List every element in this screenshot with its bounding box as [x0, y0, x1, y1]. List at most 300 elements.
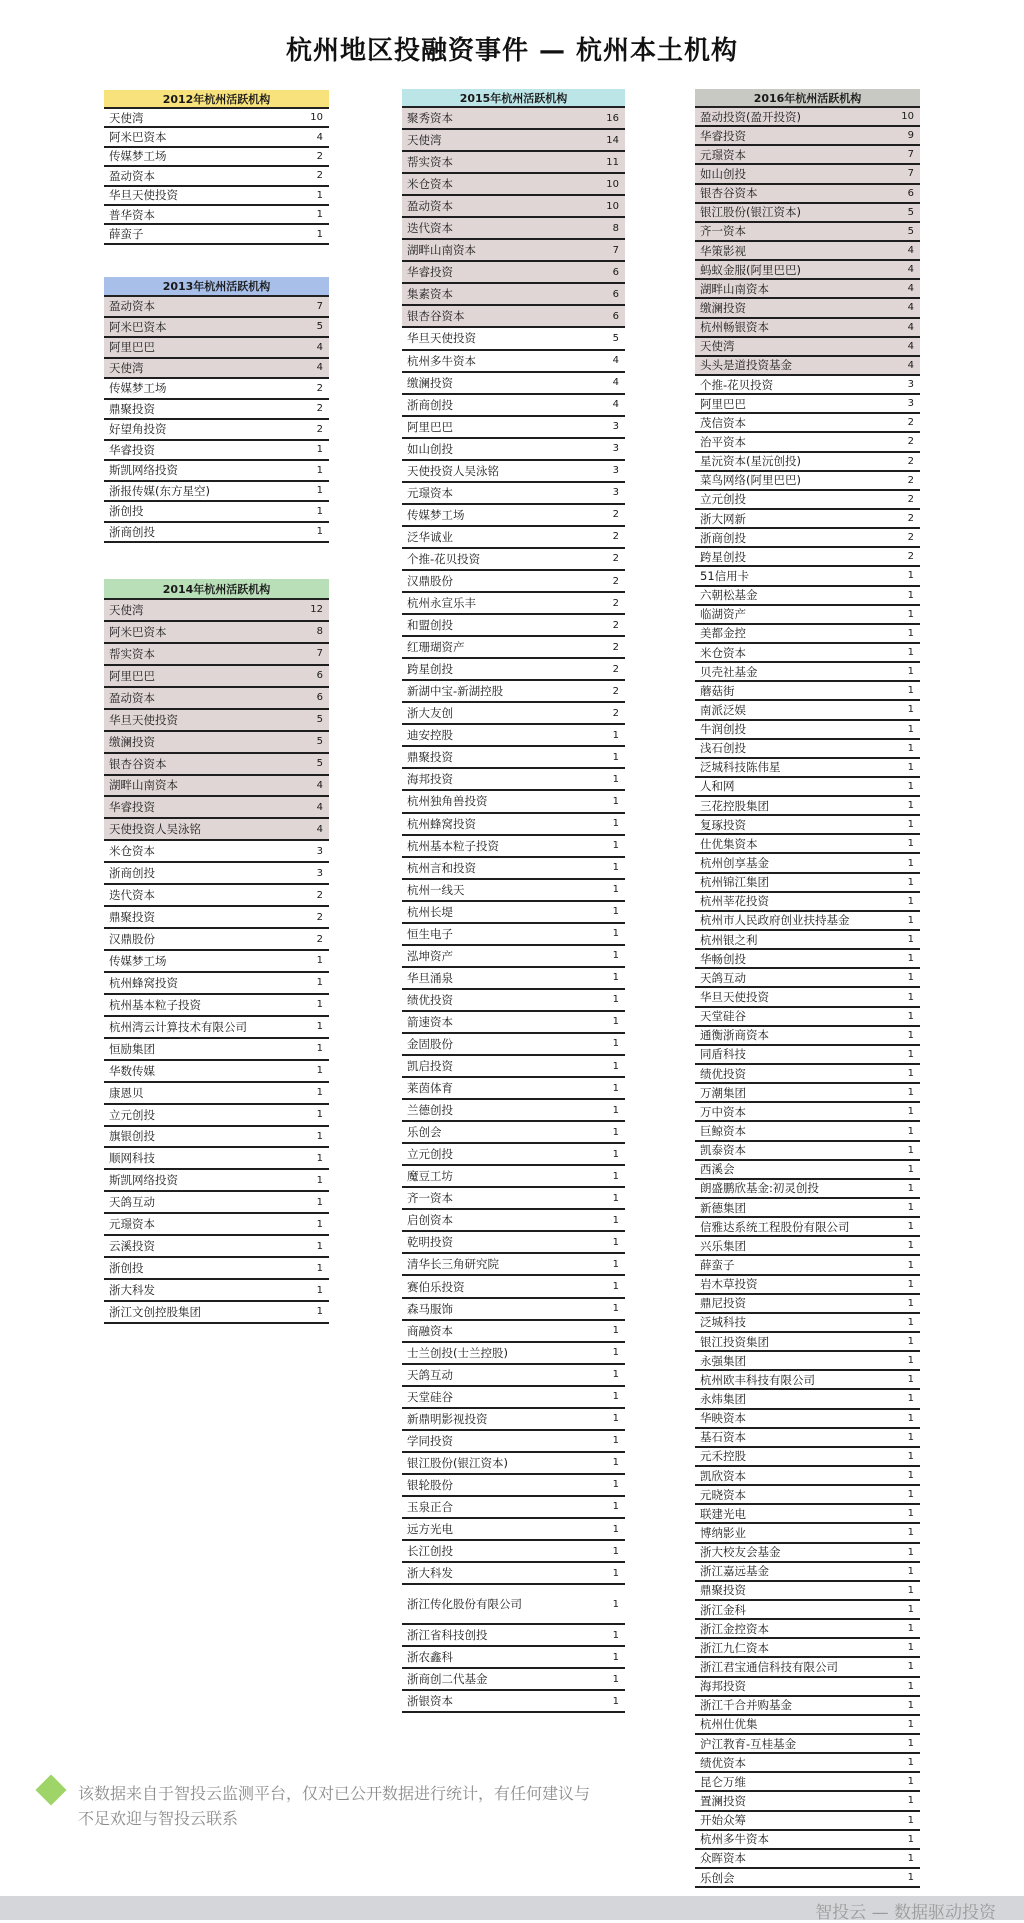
table-row [695, 1505, 920, 1524]
deal-count: 1 [612, 862, 619, 874]
institution-name: 众晖资本 [700, 1851, 746, 1866]
table-row [104, 482, 329, 503]
deal-count: 1 [907, 1450, 914, 1462]
deal-count: 2 [907, 513, 914, 525]
deal-count: 2 [907, 436, 914, 448]
deal-count: 2 [316, 423, 323, 435]
table-row [104, 502, 329, 523]
institution-name: 杭州多牛资本 [407, 353, 476, 368]
institution-name: 华旦天使投资 [109, 188, 178, 203]
deal-count: 1 [907, 1776, 914, 1788]
deal-count: 1 [907, 570, 914, 582]
institution-name: 天堂硅谷 [700, 1009, 746, 1024]
institution-name: 天使湾 [407, 133, 442, 148]
deal-count: 1 [612, 751, 619, 763]
table-row [402, 1100, 625, 1122]
table-row [402, 747, 625, 769]
deal-count: 4 [316, 823, 323, 835]
institution-name: 华旦涌泉 [407, 970, 453, 985]
deal-count: 1 [612, 1303, 619, 1315]
institution-name: 盈动资本 [109, 690, 155, 705]
deal-count: 7 [316, 300, 323, 312]
institution-name: 杭州蜂窝投资 [109, 975, 178, 990]
table-row [104, 1302, 329, 1324]
institution-name: 盈动资本 [407, 199, 453, 214]
table-row [695, 1869, 920, 1888]
deal-count: 5 [907, 206, 914, 218]
deal-count: 1 [612, 818, 619, 830]
institution-name: 启创资本 [407, 1213, 453, 1228]
table-row [695, 242, 920, 261]
table-row [104, 1148, 329, 1170]
institution-name: 开始众筹 [700, 1813, 746, 1828]
table-row [402, 1475, 625, 1497]
deal-count: 1 [907, 1316, 914, 1328]
institution-name: 鼎聚投资 [700, 1583, 746, 1598]
institution-name: 元璟资本 [109, 1217, 155, 1232]
table-row [104, 929, 329, 951]
table-row [104, 379, 329, 400]
deal-count: 1 [907, 1297, 914, 1309]
deal-count: 5 [316, 321, 323, 333]
deal-count: 1 [907, 1202, 914, 1214]
deal-count: 1 [612, 884, 619, 896]
deal-count: 1 [612, 1016, 619, 1028]
table-row [695, 1792, 920, 1811]
table-row [402, 218, 625, 240]
deal-count: 8 [316, 626, 323, 638]
institution-name: 银江股份(银江资本) [407, 1455, 508, 1470]
deal-count: 1 [612, 1258, 619, 1270]
institution-name: 天使投资人吴泳铭 [407, 463, 499, 478]
institution-name: 临湖资产 [700, 607, 746, 622]
institution-name: 浙江君宝通信科技有限公司 [700, 1659, 838, 1674]
table-row [695, 1678, 920, 1697]
page-title: 杭州地区投融资事件 — 杭州本土机构 [285, 36, 739, 66]
table-row [695, 816, 920, 835]
table-row [695, 1027, 920, 1046]
deal-count: 1 [316, 1240, 323, 1252]
deal-count: 1 [907, 1508, 914, 1520]
institution-name: 通衡浙商资本 [700, 1028, 769, 1043]
table-header: 2015年杭州活跃机构 [402, 89, 625, 108]
institution-name: 清华长三角研究院 [407, 1257, 499, 1272]
table-row [402, 439, 625, 461]
deal-count: 1 [907, 1680, 914, 1692]
table-row [695, 1008, 920, 1027]
table-row [104, 206, 329, 225]
table-row [695, 338, 920, 357]
data-source-note: 该数据来自于智投云监测平台，仅对已公开数据进行统计，有任何建议与不足欢迎与智投云联系 [78, 1784, 591, 1828]
institution-name: 浙大校友会基金 [700, 1545, 781, 1560]
table-row [402, 1453, 625, 1475]
table-row [402, 924, 625, 946]
deal-count: 1 [316, 1284, 323, 1296]
deal-count: 1 [612, 1479, 619, 1491]
table-row [695, 1831, 920, 1850]
institution-name: 乐创会 [700, 1870, 735, 1885]
institution-name: 汉鼎股份 [109, 932, 155, 947]
institution-name: 泛华诚业 [407, 529, 453, 544]
deal-count: 4 [612, 399, 619, 411]
deal-count: 1 [612, 1391, 619, 1403]
table-row [695, 299, 920, 318]
deal-count: 1 [907, 1565, 914, 1577]
table-row [402, 681, 625, 703]
table-row [104, 1280, 329, 1302]
deal-count: 6 [316, 692, 323, 704]
deal-count: 1 [907, 1814, 914, 1826]
deal-count: 1 [612, 1236, 619, 1248]
table-row [695, 1410, 920, 1429]
institution-name: 齐一资本 [700, 224, 746, 239]
deal-count: 1 [316, 1087, 323, 1099]
table-row [104, 1258, 329, 1280]
deal-count: 3 [612, 443, 619, 455]
deal-count: 2 [612, 531, 619, 543]
table-row [402, 373, 625, 395]
institution-name: 元璟资本 [700, 147, 746, 162]
table-row [402, 549, 625, 571]
deal-count: 1 [907, 1240, 914, 1252]
institution-name: 人和网 [700, 779, 735, 794]
deal-count: 2 [907, 532, 914, 544]
institution-name: 泛城科技 [700, 1315, 746, 1330]
deal-count: 10 [310, 112, 323, 124]
institution-name: 湖畔山南资本 [700, 281, 769, 296]
institution-name: 蘑菇街 [700, 683, 735, 698]
table-row [104, 1192, 329, 1214]
table-row [402, 1321, 625, 1343]
institution-name: 杭州蜂窝投资 [407, 816, 476, 831]
table-row [402, 902, 625, 924]
table-row [402, 196, 625, 218]
deal-count: 1 [907, 1872, 914, 1883]
table-row [402, 1519, 625, 1541]
table-row [402, 1625, 625, 1647]
institution-name: 天鸽互动 [407, 1367, 453, 1382]
table-row [402, 1034, 625, 1056]
table-row [695, 1142, 920, 1161]
table-row [104, 1039, 329, 1061]
table-row [402, 725, 625, 747]
table-row [695, 1716, 920, 1735]
deal-count: 1 [612, 1192, 619, 1204]
institution-name: 牛润创投 [700, 722, 746, 737]
table-row [695, 1658, 920, 1677]
deal-count: 1 [612, 1347, 619, 1359]
institution-name: 乐创会 [407, 1125, 442, 1140]
deal-count: 1 [612, 1281, 619, 1292]
institution-name: 杭州言和投资 [407, 860, 476, 875]
deal-count: 1 [612, 1038, 619, 1050]
table-row [695, 1065, 920, 1084]
institution-name: 华旦天使投资 [700, 990, 769, 1005]
table-row [402, 880, 625, 902]
table-row [402, 593, 625, 615]
table-row [402, 1210, 625, 1232]
institution-name: 缴澜投资 [700, 300, 746, 315]
institution-name: 阿里巴巴 [109, 340, 155, 355]
institution-name: 西溪会 [700, 1162, 735, 1177]
deal-count: 1 [907, 1470, 914, 1482]
table-row [104, 1236, 329, 1258]
footer-bar [0, 1896, 1024, 1923]
institution-name: 汉鼎股份 [407, 574, 453, 588]
deal-count: 1 [612, 1501, 619, 1513]
institution-name: 薛蛮子 [700, 1258, 735, 1272]
table-row [104, 841, 329, 863]
table-row [104, 797, 329, 819]
institution-name: 如山创投 [700, 166, 746, 181]
institution-name: 杭州锦江集团 [700, 875, 769, 890]
institution-name: 天使湾 [700, 339, 735, 354]
table-row [695, 931, 920, 950]
deal-count: 1 [907, 914, 914, 926]
deal-count: 5 [907, 225, 914, 237]
table-row [402, 769, 625, 791]
table-row [104, 523, 329, 544]
table-row [402, 1585, 625, 1625]
deal-count: 1 [316, 1174, 323, 1186]
institution-name: 鼎聚投资 [109, 401, 155, 416]
table-row [695, 1295, 920, 1314]
institution-name: 华映资本 [700, 1411, 746, 1426]
deal-count: 1 [907, 991, 914, 1003]
table-row [695, 988, 920, 1007]
table-row [402, 1387, 625, 1409]
institution-name: 浙银资本 [407, 1694, 453, 1709]
table-row [695, 969, 920, 988]
table-row [402, 615, 625, 637]
table-row [402, 637, 625, 659]
institution-name: 长江创投 [407, 1544, 453, 1559]
table-row [695, 1467, 920, 1486]
institution-name: 红珊瑚资产 [407, 640, 465, 655]
deal-count: 1 [907, 1795, 914, 1807]
table-row [104, 1017, 329, 1039]
institution-name: 天使湾 [109, 360, 144, 375]
table-row [104, 1214, 329, 1236]
table-row [402, 1232, 625, 1254]
table-row [695, 1084, 920, 1103]
deal-count: 1 [907, 742, 914, 754]
deal-count: 16 [606, 112, 619, 124]
deal-count: 5 [316, 736, 323, 748]
deal-count: 7 [907, 149, 914, 161]
deal-count: 1 [907, 1355, 914, 1367]
deal-count: 1 [907, 972, 914, 984]
deal-count: 1 [316, 209, 323, 221]
deal-count: 1 [907, 627, 914, 639]
institution-name: 银江投资集团 [700, 1334, 769, 1349]
table-row [104, 338, 329, 359]
institution-name: 杭州仕优集 [700, 1717, 758, 1732]
table-row [695, 587, 920, 606]
table-row [695, 1563, 920, 1582]
institution-name: 齐一资本 [407, 1191, 453, 1206]
table-row [695, 644, 920, 663]
table-row [695, 835, 920, 854]
deal-count: 6 [612, 310, 619, 322]
table-header: 2016年杭州活跃机构 [695, 89, 920, 108]
table-row [402, 1365, 625, 1387]
table-row [695, 280, 920, 299]
institution-name: 新鼎明影视投资 [407, 1411, 488, 1426]
table-row [402, 968, 625, 990]
deal-count: 1 [316, 999, 323, 1011]
institution-name: 华旦天使投资 [109, 712, 178, 727]
table-row [695, 548, 920, 567]
institution-name: 天使投资人吴泳铭 [109, 822, 201, 837]
deal-count: 4 [316, 341, 323, 353]
deal-count: 3 [612, 487, 619, 499]
deal-count: 1 [612, 906, 619, 918]
institution-name: 同盾科技 [700, 1047, 746, 1062]
institution-name: 沪江教育-互桂基金 [700, 1736, 797, 1751]
institution-name: 置澜投资 [700, 1793, 746, 1808]
deal-count: 1 [907, 1393, 914, 1405]
institution-name: 杭州创享基金 [700, 856, 769, 871]
institution-name: 阿里巴巴 [700, 396, 746, 411]
table-row [695, 1812, 920, 1831]
table-row [402, 1254, 625, 1276]
table-row [402, 1669, 625, 1691]
deal-count: 1 [907, 608, 914, 620]
institution-name: 和盟创投 [407, 618, 453, 633]
deal-count: 1 [907, 1125, 914, 1137]
deal-count: 1 [612, 928, 619, 940]
table-row [402, 1497, 625, 1519]
table-row [104, 400, 329, 421]
table-row [695, 1754, 920, 1773]
deal-count: 2 [316, 911, 323, 923]
deal-count: 1 [316, 1306, 323, 1318]
institution-name: 浙江九仁资本 [700, 1640, 769, 1655]
table-row [402, 461, 625, 483]
deal-count: 1 [907, 1068, 914, 1080]
institution-name: 信雅达系统工程股份有限公司 [700, 1219, 850, 1234]
table-row [402, 130, 625, 152]
deal-count: 2 [316, 889, 323, 901]
table-row [695, 1601, 920, 1620]
table-row [402, 836, 625, 858]
institution-name: 海邦投资 [700, 1679, 746, 1694]
institution-name: 湖畔山南资本 [407, 243, 476, 258]
table-row [695, 701, 920, 720]
institution-name: 莱茵体育 [407, 1081, 453, 1096]
deal-count: 7 [907, 168, 914, 180]
institution-name: 杭州欧丰科技有限公司 [700, 1372, 815, 1387]
institution-name: 盈动资本 [109, 299, 155, 314]
table-row [695, 1237, 920, 1256]
deal-count: 1 [907, 800, 914, 812]
deal-count: 1 [907, 1412, 914, 1424]
institution-name: 商融资本 [407, 1323, 453, 1338]
table-row [104, 644, 329, 666]
institution-name: 兰德创投 [407, 1103, 453, 1118]
deal-count: 5 [612, 332, 619, 344]
deal-count: 8 [612, 222, 619, 234]
table-row [695, 912, 920, 931]
institution-name: 学同投资 [407, 1433, 453, 1448]
table-row [402, 1144, 625, 1166]
institution-name: 永炜集团 [700, 1391, 746, 1406]
deal-count: 1 [316, 526, 323, 538]
institution-name: 天使湾 [109, 602, 144, 617]
institution-name: 六朝松基金 [700, 588, 758, 603]
deal-count: 2 [612, 597, 619, 609]
table-row [695, 1544, 920, 1563]
institution-name: 玉泉正合 [407, 1499, 453, 1514]
deal-count: 1 [907, 819, 914, 831]
deal-count: 1 [907, 1623, 914, 1635]
institution-name: 杭州莘花投资 [700, 894, 769, 909]
institution-name: 银杏谷资本 [700, 186, 758, 201]
deal-count: 7 [316, 648, 323, 660]
institution-name: 元禾控股 [700, 1449, 746, 1464]
institution-name: 凯欣资本 [700, 1468, 746, 1483]
deal-count: 4 [907, 302, 914, 314]
table-header: 2012年杭州活跃机构 [104, 90, 329, 109]
table-row [695, 414, 920, 433]
table-row [402, 1299, 625, 1321]
institution-name: 浙江金科 [700, 1602, 746, 1617]
institution-name: 跨星创投 [700, 549, 746, 564]
table-row [695, 854, 920, 873]
deal-count: 1 [907, 1259, 914, 1271]
deal-count: 2 [907, 455, 914, 467]
institution-name: 浙江文创控股集团 [109, 1304, 201, 1319]
deal-count: 1 [907, 934, 914, 946]
deal-count: 1 [907, 1489, 914, 1501]
institution-name: 茂信资本 [700, 415, 746, 430]
table-row [104, 973, 329, 995]
deal-count: 2 [316, 403, 323, 415]
deal-count: 1 [316, 1218, 323, 1230]
institution-name: 博纳影业 [700, 1525, 746, 1540]
table-row [695, 1276, 920, 1295]
institution-name: 士兰创投(士兰控股) [407, 1345, 508, 1360]
table-row [695, 529, 920, 548]
deal-count: 1 [907, 1527, 914, 1539]
institution-name: 浙大网新 [700, 511, 746, 526]
deal-count: 4 [907, 245, 914, 257]
table-row [695, 1697, 920, 1716]
deal-count: 1 [907, 1757, 914, 1769]
deal-count: 1 [907, 589, 914, 601]
institution-name: 华睿投资 [109, 800, 155, 815]
table-row [402, 1188, 625, 1210]
deal-count: 3 [612, 421, 619, 433]
deal-count: 1 [316, 228, 323, 240]
table-row [104, 622, 329, 644]
table-row [402, 858, 625, 880]
deal-count: 2 [316, 150, 323, 162]
deal-count: 1 [612, 950, 619, 962]
deal-count: 1 [907, 685, 914, 697]
deal-count: 7 [612, 244, 619, 256]
institution-name: 缴澜投资 [109, 734, 155, 749]
deal-count: 5 [316, 714, 323, 726]
table-row [402, 791, 625, 813]
table-row [695, 1524, 920, 1543]
table-row [104, 1105, 329, 1127]
institution-name: 传媒梦工场 [109, 149, 167, 164]
table-row [104, 776, 329, 798]
deal-count: 4 [907, 359, 914, 371]
deal-count: 1 [907, 1144, 914, 1156]
